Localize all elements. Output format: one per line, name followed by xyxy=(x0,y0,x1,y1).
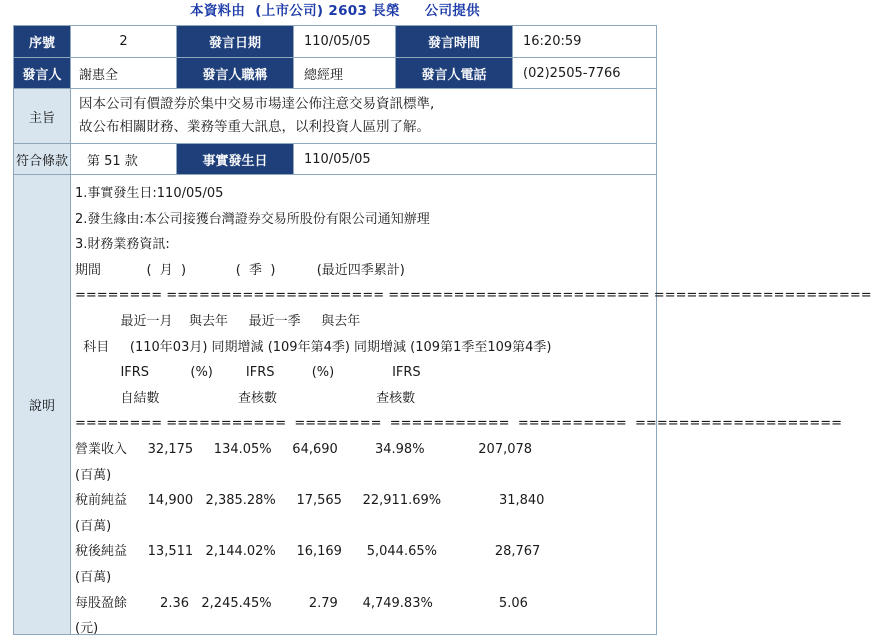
clause-value: 第 51 款 xyxy=(71,144,177,175)
row-speaker xyxy=(14,58,657,89)
subject-content xyxy=(71,89,657,144)
description-line: (百萬) xyxy=(75,518,112,534)
description-line: 營業收入 32,175 134.05% 64,690 34.98% 207,078 xyxy=(75,441,533,457)
title-suffix: 公司提供 xyxy=(424,3,480,19)
description-content xyxy=(71,175,872,637)
description-label: 說明 xyxy=(14,175,71,635)
page-title xyxy=(0,0,670,25)
event-date-value: 110/05/05 xyxy=(294,144,657,175)
subject-line-2: 故公布相關財務、業務等重大訊息，以利投資人區別了解。 xyxy=(79,119,430,135)
title-company-code: 2603 xyxy=(328,3,368,19)
description-line: 自結數 查核數 查核數 xyxy=(75,390,416,406)
row-subject xyxy=(14,89,657,144)
row-seq-date-time xyxy=(14,26,657,58)
description-line: 每股盈餘 2.36 2,245.45% 2.79 4,749.83% 5.06 xyxy=(75,595,528,611)
description-line: (百萬) xyxy=(75,467,112,483)
description-line: 3.財務業務資訊: xyxy=(75,237,170,253)
description-line: 1.事實發生日:110/05/05 xyxy=(75,186,224,201)
time-label: 發言時間 xyxy=(396,26,513,58)
description-line: ======== =========== ======== =========== ========== =================== xyxy=(75,416,842,432)
description-line: 最近一月 與去年 最近一季 與去年 xyxy=(75,313,361,329)
description-line: 2.發生緣由:本公司接獲台灣證券交易所股份有限公司通知辦理 xyxy=(75,211,430,227)
description-line: (百萬) xyxy=(75,569,112,585)
date-label: 發言日期 xyxy=(177,26,294,58)
description-text xyxy=(71,175,872,637)
speaker-value: 謝惠全 xyxy=(71,58,177,89)
speaker-label: 發言人 xyxy=(14,58,71,89)
subject-line-1: 因本公司有價證券於集中交易市場達公佈注意交易資訊標準, xyxy=(79,96,435,112)
time-value: 16:20:59 xyxy=(513,26,657,58)
speaker-title-label: 發言人職稱 xyxy=(177,58,294,89)
title-prefix: 本資料由 xyxy=(190,3,246,19)
speaker-phone-label: 發言人電話 xyxy=(396,58,513,89)
speaker-phone-value: (02)2505-7766 xyxy=(513,58,657,89)
row-description xyxy=(14,175,657,635)
speaker-title-value: 總經理 xyxy=(294,58,396,89)
row-clause xyxy=(14,144,657,175)
clause-label: 符合條款 xyxy=(14,144,71,175)
description-line: IFRS (%) IFRS (%) IFRS xyxy=(75,365,421,381)
title-company-type: (上市公司) xyxy=(255,3,324,19)
date-value: 110/05/05 xyxy=(294,26,396,58)
subject-label: 主旨 xyxy=(14,89,71,144)
description-line: 科目 (110年03月) 同期增減 (109年第4季) 同期增減 (109第1季至109第4季) xyxy=(75,339,552,355)
description-line: 稅前純益 14,900 2,385.28% 17,565 22,911.69% 31,840 xyxy=(75,493,545,509)
seq-value: 2 xyxy=(71,26,177,58)
seq-label: 序號 xyxy=(14,26,71,58)
description-line: (元) xyxy=(75,621,99,637)
announcement-table xyxy=(13,25,872,637)
description-line: 期間 ( 月 ) ( 季 ) (最近四季累計) xyxy=(75,262,405,278)
description-line: ======== ==================== ======================== ==================== xyxy=(75,288,872,304)
event-date-label: 事實發生日 xyxy=(177,144,294,175)
title-company-name: 長榮 xyxy=(372,3,400,19)
description-line: 稅後純益 13,511 2,144.02% 16,169 5,044.65% 28,767 xyxy=(75,544,541,560)
